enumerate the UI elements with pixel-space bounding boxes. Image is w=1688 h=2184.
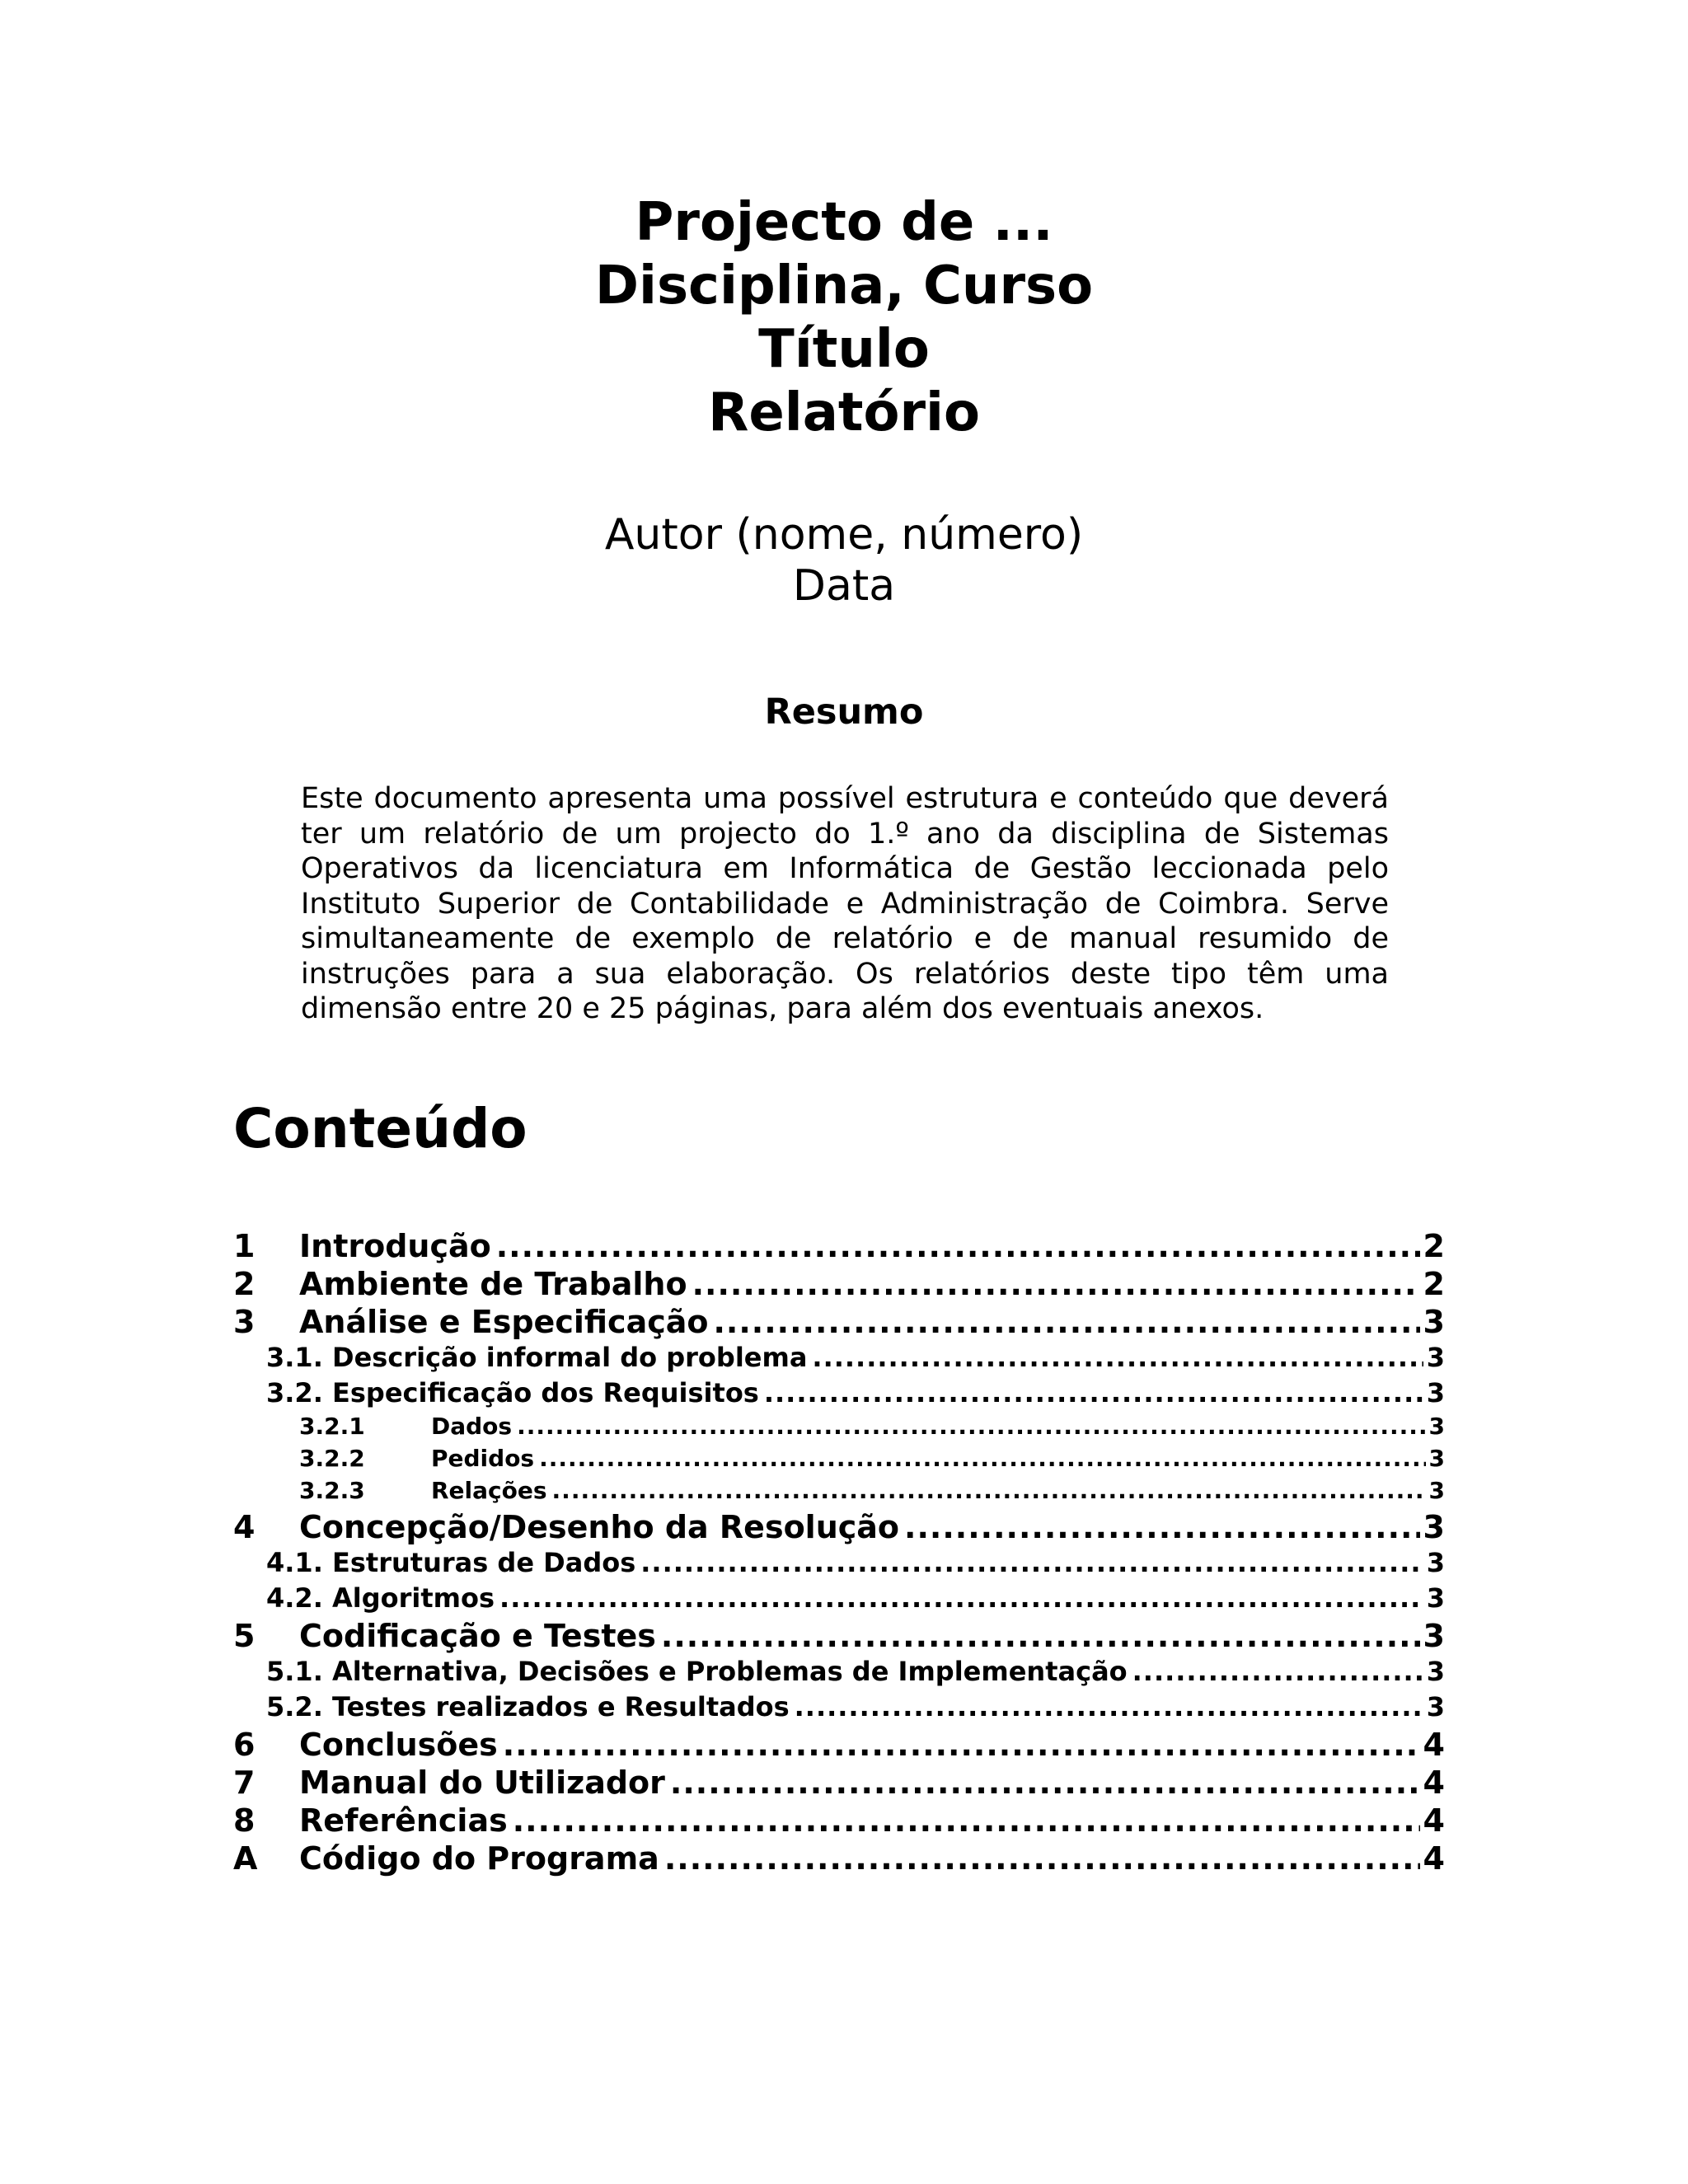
toc-entry[interactable] — [233, 1477, 1445, 1509]
abstract-heading: Resumo — [764, 691, 924, 733]
toc-entry-page: 3 — [1426, 1377, 1445, 1408]
toc-entry-number: 3 — [233, 1304, 256, 1340]
title-line-report: Relatório — [708, 382, 980, 443]
toc-entry[interactable] — [233, 1691, 1445, 1727]
toc-entry-number: 4.2. — [266, 1582, 323, 1614]
toc-dot-leader — [499, 1582, 1423, 1614]
toc-entry-number: 5.2. — [266, 1691, 323, 1722]
toc-entry-number: 3.2.2 — [299, 1445, 365, 1472]
toc-dot-leader — [692, 1266, 1420, 1302]
toc-entry-page: 3 — [1426, 1691, 1445, 1722]
toc-dot-leader — [517, 1413, 1425, 1440]
toc-entry-page: 3 — [1423, 1304, 1445, 1340]
toc-dot-leader — [812, 1342, 1423, 1373]
toc-dot-leader — [640, 1547, 1423, 1578]
toc-entry-label: Ambiente de Trabalho — [299, 1266, 687, 1302]
toc-entry-number: 5 — [233, 1618, 256, 1654]
toc-entry-label: Estruturas de Dados — [332, 1547, 636, 1578]
toc-entry-label: Algoritmos — [332, 1582, 495, 1614]
toc-entry-label: Testes realizados e Resultados — [332, 1691, 790, 1722]
toc-entry[interactable] — [233, 1618, 1445, 1656]
toc-entry-label: Especificação dos Requisitos — [332, 1377, 759, 1408]
toc-entry-label: Codificação e Testes — [299, 1618, 656, 1654]
toc-dot-leader — [661, 1618, 1420, 1654]
toc-entry-page: 3 — [1426, 1547, 1445, 1578]
toc-entry-page: 4 — [1423, 1727, 1445, 1763]
toc-heading: Conteúdo — [233, 1097, 528, 1160]
toc-entry-page: 3 — [1428, 1413, 1445, 1440]
toc-entry-label: Conclusões — [299, 1727, 498, 1763]
toc-entry-page: 3 — [1428, 1477, 1445, 1504]
toc-dot-leader — [714, 1304, 1420, 1340]
title-line-project: Projecto de ... — [635, 192, 1053, 253]
toc-entry-number: 3.2. — [266, 1377, 323, 1408]
toc-entry-number: 2 — [233, 1266, 256, 1302]
toc-entry[interactable] — [233, 1802, 1445, 1840]
toc-entry-label: Referências — [299, 1802, 508, 1839]
toc-entry-page: 2 — [1423, 1228, 1445, 1264]
abstract-text: Este documento apresenta uma possível estrutura e conteúdo que deverá ter um relatório de um projecto do 1.º ano da disciplina de Sistemas Operativos da licenciatura em Informática de Gestão leccionada pelo Instituto Superior de Contabilidade e Administração de Coimbra. Serve simultaneamente de exemplo de relatório e de manual resumido de instruções para a sua elaboração. Os relatórios deste tipo têm uma dimensão entre 20 e 25 páginas, para além dos eventuais anexos. — [301, 782, 1389, 1025]
toc-entry-number: 3.1. — [266, 1342, 323, 1373]
toc-dot-leader — [670, 1765, 1420, 1801]
toc-entry-number: 4 — [233, 1509, 256, 1545]
toc-entry[interactable] — [233, 1377, 1445, 1413]
toc-entry[interactable] — [233, 1413, 1445, 1445]
toc-entry-label: Introdução — [299, 1228, 491, 1264]
toc-entry-label: Relações — [431, 1477, 547, 1504]
toc-dot-leader — [664, 1840, 1420, 1877]
toc-entry-label: Pedidos — [431, 1445, 535, 1472]
toc-entry-number: 4.1. — [266, 1547, 323, 1578]
toc-entry[interactable] — [233, 1765, 1445, 1802]
toc-entry[interactable] — [233, 1727, 1445, 1765]
toc-entry-page: 3 — [1426, 1656, 1445, 1687]
toc-dot-leader — [539, 1445, 1425, 1472]
toc-dot-leader — [795, 1691, 1423, 1722]
toc-entry-label: Manual do Utilizador — [299, 1765, 665, 1801]
toc-entry-page: 3 — [1428, 1445, 1445, 1472]
document-title — [0, 191, 1688, 445]
toc-dot-leader — [1132, 1656, 1423, 1687]
toc-entry[interactable] — [233, 1228, 1445, 1266]
toc-entry-page: 4 — [1423, 1840, 1445, 1877]
toc-dot-leader — [904, 1509, 1420, 1545]
toc-dot-leader — [764, 1377, 1423, 1408]
toc-dot-leader — [503, 1727, 1420, 1763]
toc-entry-page: 3 — [1426, 1342, 1445, 1373]
toc-entry-page: 3 — [1423, 1509, 1445, 1545]
toc-dot-leader — [552, 1477, 1426, 1504]
toc-entry-number: 3.2.1 — [299, 1413, 365, 1440]
toc-entry-page: 4 — [1423, 1802, 1445, 1839]
toc-entry[interactable] — [233, 1304, 1445, 1342]
toc-entry-label: Concepção/Desenho da Resolução — [299, 1509, 900, 1545]
toc-entry-label: Alternativa, Decisões e Problemas de Implementação — [332, 1656, 1128, 1687]
author-block — [0, 509, 1688, 612]
toc-dot-leader — [513, 1802, 1420, 1839]
toc-entry-number: 7 — [233, 1765, 256, 1801]
table-of-contents — [233, 1228, 1445, 1878]
toc-entry-number: 1 — [233, 1228, 256, 1264]
toc-entry[interactable] — [233, 1266, 1445, 1304]
toc-entry-page: 3 — [1426, 1582, 1445, 1614]
toc-entry-page: 3 — [1423, 1618, 1445, 1654]
toc-entry-page: 2 — [1423, 1266, 1445, 1302]
toc-entry[interactable] — [233, 1547, 1445, 1582]
toc-entry[interactable] — [233, 1509, 1445, 1547]
toc-entry[interactable] — [233, 1656, 1445, 1691]
author-date: Data — [792, 561, 896, 611]
toc-entry[interactable] — [233, 1582, 1445, 1618]
title-line-course: Disciplina, Curso — [594, 255, 1094, 316]
toc-entry-label: Código do Programa — [299, 1840, 659, 1877]
toc-entry-number: A — [233, 1840, 258, 1877]
toc-entry-page: 4 — [1423, 1765, 1445, 1801]
toc-entry-number: 6 — [233, 1727, 256, 1763]
toc-dot-leader — [496, 1228, 1420, 1264]
toc-entry[interactable] — [233, 1840, 1445, 1878]
title-line-title: Título — [758, 319, 930, 380]
toc-entry-number: 3.2.3 — [299, 1477, 365, 1504]
author-name: Autor (nome, número) — [604, 510, 1084, 560]
toc-entry-label: Análise e Especificação — [299, 1304, 709, 1340]
toc-entry-label: Descrição informal do problema — [332, 1342, 808, 1373]
toc-entry-number: 5.1. — [266, 1656, 323, 1687]
toc-entry-number: 8 — [233, 1802, 256, 1839]
toc-entry-label: Dados — [431, 1413, 513, 1440]
toc-entry[interactable] — [233, 1342, 1445, 1377]
toc-entry[interactable] — [233, 1445, 1445, 1477]
